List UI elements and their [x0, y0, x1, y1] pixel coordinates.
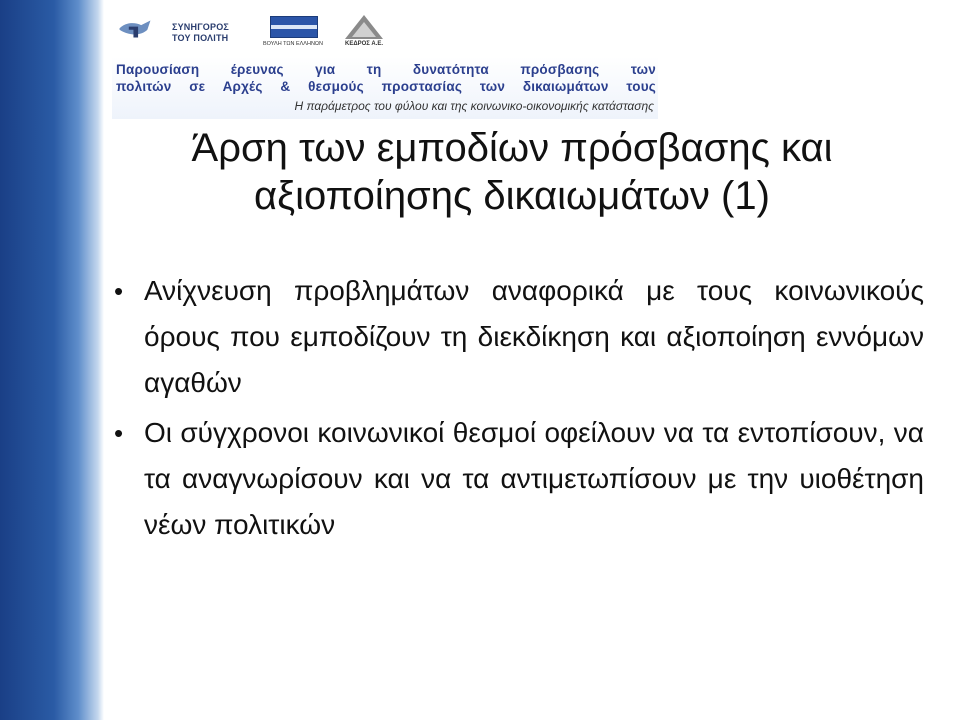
bullet-item [112, 268, 924, 406]
slide-title-line-2: αξιοποίησης δικαιωμάτων (1) [254, 174, 770, 218]
synigoros-line1: ΣΥΝΗΓΟΡΟΣ [172, 22, 230, 32]
banner-line-1: Παρουσίαση έρευνας για τη δυνατότητα πρόσβασης των [116, 62, 656, 77]
bullet-dot-icon: • [114, 418, 124, 448]
vouli-caption: ΒΟΥΛΗ ΤΩΝ ΕΛΛΗΝΩΝ [262, 41, 324, 47]
bullet-dot-icon: • [114, 276, 124, 306]
synigoros-line2: ΤΟΥ ΠΟΛΙΤΗ [172, 33, 229, 43]
synigoros-logo [118, 12, 230, 52]
bullet-item [112, 410, 924, 548]
banner-subtitle: Η παράμετρος του φύλου και της κοινωνικο-οικονομικής κατάστασης [294, 99, 654, 113]
bullet-text: Ανίχνευση προβλημάτων αναφορικά με τους κοινωνικούς όρους που εμποδίζουν τη διεκδίκηση και αξιοποίηση εννόμων αγαθών [144, 275, 924, 398]
parliament-emblem-icon [270, 16, 318, 38]
kedros-triangle-icon [344, 14, 384, 40]
slide-title [112, 124, 912, 220]
bullet-list [112, 268, 924, 552]
bullet-text: Οι σύγχρονοι κοινωνικοί θεσμοί οφείλουν να τα εντοπίσουν, να τα αναγνωρίσουν και να τα αντιμετωπίσουν με την υιοθέτηση νέων πολιτικών [144, 417, 924, 540]
kedros-caption: ΚΕΔΡΟΣ Α.Ε. [344, 41, 384, 47]
slide-title-line-1: Άρση των εμποδίων πρόσβασης και [191, 126, 833, 170]
vouli-logo [262, 12, 324, 52]
synigoros-mark-icon [118, 18, 152, 40]
kedros-logo [336, 12, 392, 52]
banner-line-2: πολιτών σε Αρχές & θεσμούς προστασίας των δικαιωμάτων τους [116, 79, 656, 94]
presentation-banner [112, 57, 658, 119]
left-decorative-bar [0, 0, 98, 720]
